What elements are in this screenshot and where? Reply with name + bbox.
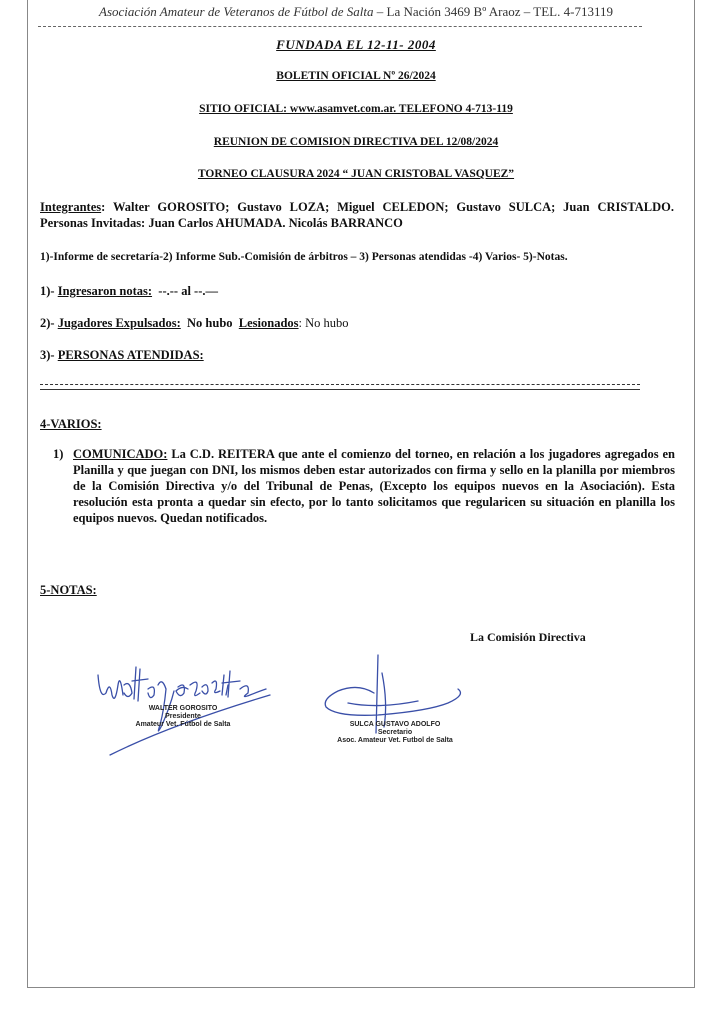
president-stamp-role: Presidente (165, 713, 201, 720)
item3-label: PERSONAS ATENDIDAS: (57, 348, 204, 362)
signature-secretary (318, 653, 478, 763)
handwritten-signature-icon (318, 653, 478, 763)
item-personas-atendidas (40, 348, 204, 363)
injured-label: Lesionados (238, 316, 299, 330)
varios-item-body (73, 446, 675, 526)
members-label: Integrantes (40, 200, 102, 214)
meeting-title: REUNION DE COMISION DIRECTIVA DEL 12/08/2024 (213, 136, 499, 148)
section-divider-solid (40, 389, 640, 390)
notas-heading: 5-NOTAS: (40, 583, 97, 597)
president-stamp-org: Amateur Vet. Fútbol de Salta (135, 721, 231, 728)
item-ingresaron-notas (40, 284, 218, 299)
secretary-stamp-org: Asoc. Amateur Vet. Futbol de Salta (337, 737, 453, 744)
expelled-label: Jugadores Expulsados: (57, 316, 181, 330)
item1-label: Ingresaron notas: (57, 284, 153, 298)
founded-date: FUNDADA EL 12-11- 2004 (276, 37, 436, 52)
letterhead (36, 4, 676, 20)
item2-prefix: 2)- (40, 316, 58, 330)
signature-president (90, 655, 280, 765)
official-site: SITIO OFICIAL: www.asamvet.com.ar. TELEFONO 4-713-119 (199, 103, 513, 115)
members-text: : Walter GOROSITO; Gustavo LOZA; Miguel CELEDON; Gustavo SULCA; Juan CRISTALDO. Personas Invitadas: Juan Carlos AHUMADA. Nicolás BARRANCO (40, 200, 674, 230)
comunicado-label: COMUNICADO: (73, 447, 168, 461)
injured-value: : No hubo (298, 316, 349, 330)
association-name: Asociación Amateur de Veteranos de Fútbol de Salta (99, 4, 374, 19)
president-stamp-name: WALTER GOROSITO (148, 705, 218, 712)
secretary-stamp-name: SULCA GUSTAVO ADOLFO (349, 721, 441, 728)
item3-prefix: 3)- (40, 348, 58, 362)
section-divider-dashed (40, 384, 640, 385)
association-address: – La Nación 3469 Bº Araoz – TEL. 4-713119 (376, 4, 613, 19)
varios-item-number: 1) (53, 447, 64, 461)
agenda-line: 1)-Informe de secretaría-2) Informe Sub.-Comisión de árbitros – 3) Personas atendidas -4) Varios- 5)-Notas. (40, 251, 568, 263)
comunicado-text: La C.D. REITERA que ante el comienzo del torneo, en relación a los jugadores agregados en Planilla y que juegan con DNI, los mismos deben estar autorizados con firma y sello en la planilla por miembros de la Comisión Directiva y/o del Tribunal de Penas, (Excepto los equipos nuevos en la Asociación). Esta resolución esta pronta a quedar sin efecto, por lo tanto solicitamos que regularicen su situación en planilla los equipos nuevos. Quedan notificados. (73, 447, 675, 525)
secretary-stamp-role: Secretario (377, 729, 413, 736)
members-paragraph (40, 199, 674, 231)
item-jugadores (40, 316, 349, 331)
item1-prefix: 1)- (40, 284, 58, 298)
expelled-value: No hubo (180, 316, 239, 330)
closing-signature-line: La Comisión Directiva (470, 630, 586, 644)
bulletin-number: BOLETIN OFICIAL Nº 26/2024 (276, 70, 436, 82)
item1-value: --.-- al --.— (152, 284, 218, 298)
varios-heading: 4-VARIOS: (40, 417, 102, 431)
varios-item-1 (53, 446, 675, 526)
tournament-title: TORNEO CLAUSURA 2024 “ JUAN CRISTOBAL VASQUEZ” (197, 168, 515, 180)
header-divider (38, 26, 642, 27)
